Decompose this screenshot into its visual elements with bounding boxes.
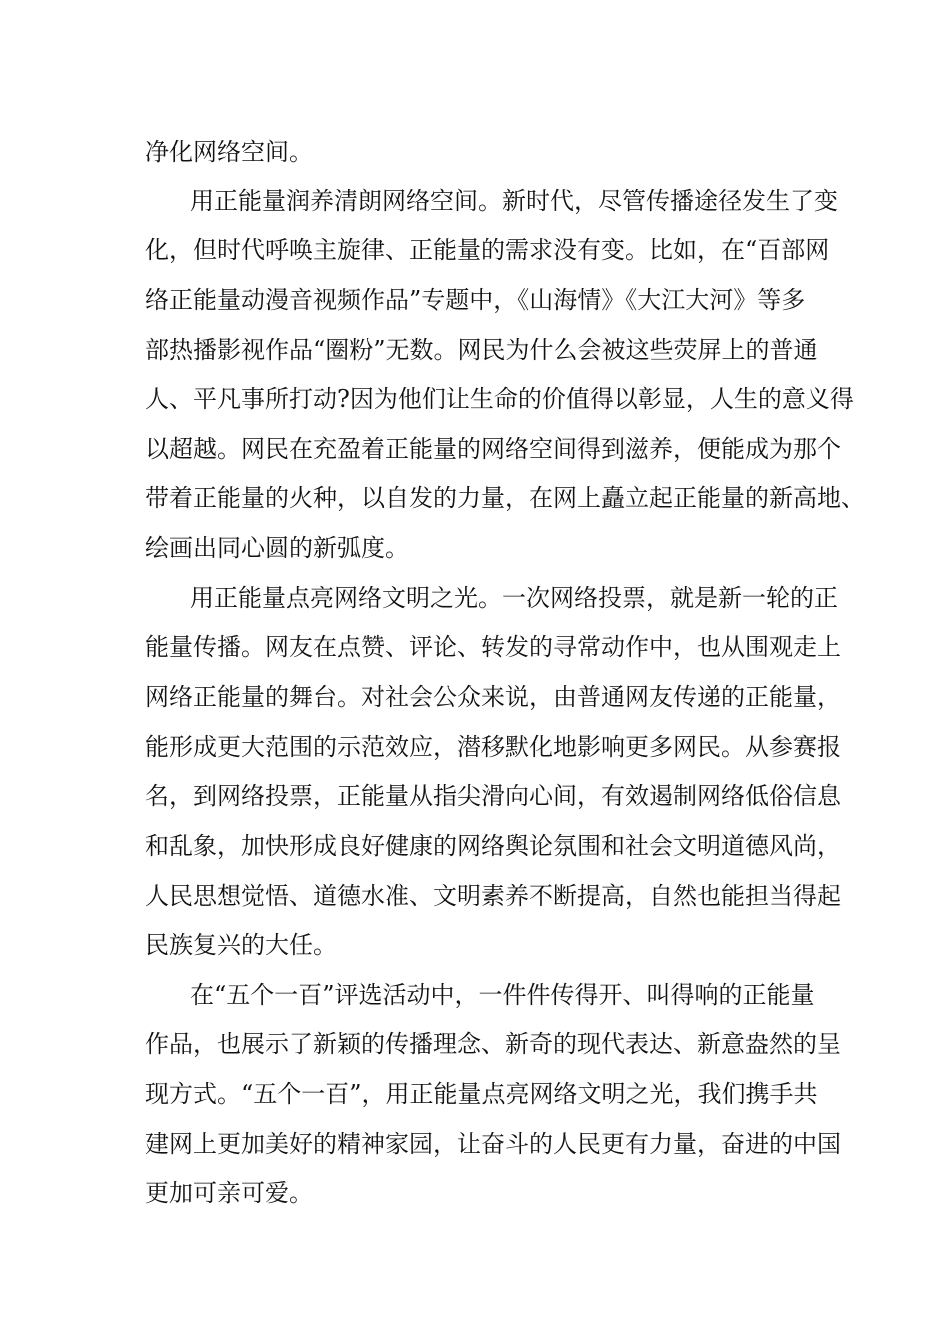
text-line: 更加可亲可爱。 [145, 1179, 313, 1207]
text-line: 名，到网络投票，正能量从指尖滑向心间，有效遏制网络低俗信息 [145, 782, 841, 810]
text-line: 建网上更加美好的精神家园，让奋斗的人民更有力量，奋进的中国 [145, 1130, 841, 1158]
text-line: 现方式。“五个一百”，用正能量点亮网络文明之光，我们携手共 [145, 1080, 818, 1108]
text-line: 络正能量动漫音视频作品”专题中，《山海情》《大江大河》等多 [145, 286, 806, 314]
text-line: 网络正能量的舞台。对社会公众来说，由普通网友传递的正能量， [145, 683, 841, 711]
text-line: 能量传播。网友在点赞、评论、转发的寻常动作中，也从围观走上 [145, 633, 841, 661]
text-line: 能形成更大范围的示范效应，潜移默化地影响更多网民。从参赛报 [145, 733, 841, 761]
text-line: 净化网络空间。 [145, 138, 313, 166]
text-line: 部热播影视作品“圈粉”无数。网民为什么会被这些荧屏上的普通 [145, 336, 818, 364]
text-line: 化，但时代呼唤主旋律、正能量的需求没有变。比如，在“百部网 [145, 236, 830, 264]
text-line: 带着正能量的火种，以自发的力量，在网上矗立起正能量的新高地、 [145, 484, 865, 512]
text-line: 以超越。网民在充盈着正能量的网络空间得到滋养，便能成为那个 [145, 435, 841, 463]
text-line: 民族复兴的大任。 [145, 931, 337, 959]
text-line: 人民思想觉悟、道德水准、文明素养不断提高，自然也能担当得起 [145, 882, 841, 910]
paragraph-first-line: 在“五个一百”评选活动中，一件件传得开、叫得响的正能量 [190, 981, 815, 1009]
text-line: 人、平凡事所打动?因为他们让生命的价值得以彰显，人生的意义得 [145, 385, 854, 413]
paragraph-first-line: 用正能量润养清朗网络空间。新时代，尽管传播途径发生了变 [190, 187, 838, 215]
text-line: 绘画出同心圆的新弧度。 [145, 534, 409, 562]
text-line: 和乱象，加快形成良好健康的网络舆论氛围和社会文明道德风尚， [145, 832, 841, 860]
paragraph-first-line: 用正能量点亮网络文明之光。一次网络投票，就是新一轮的正 [190, 584, 838, 612]
text-line: 作品，也展示了新颖的传播理念、新奇的现代表达、新意盎然的呈 [145, 1030, 841, 1058]
